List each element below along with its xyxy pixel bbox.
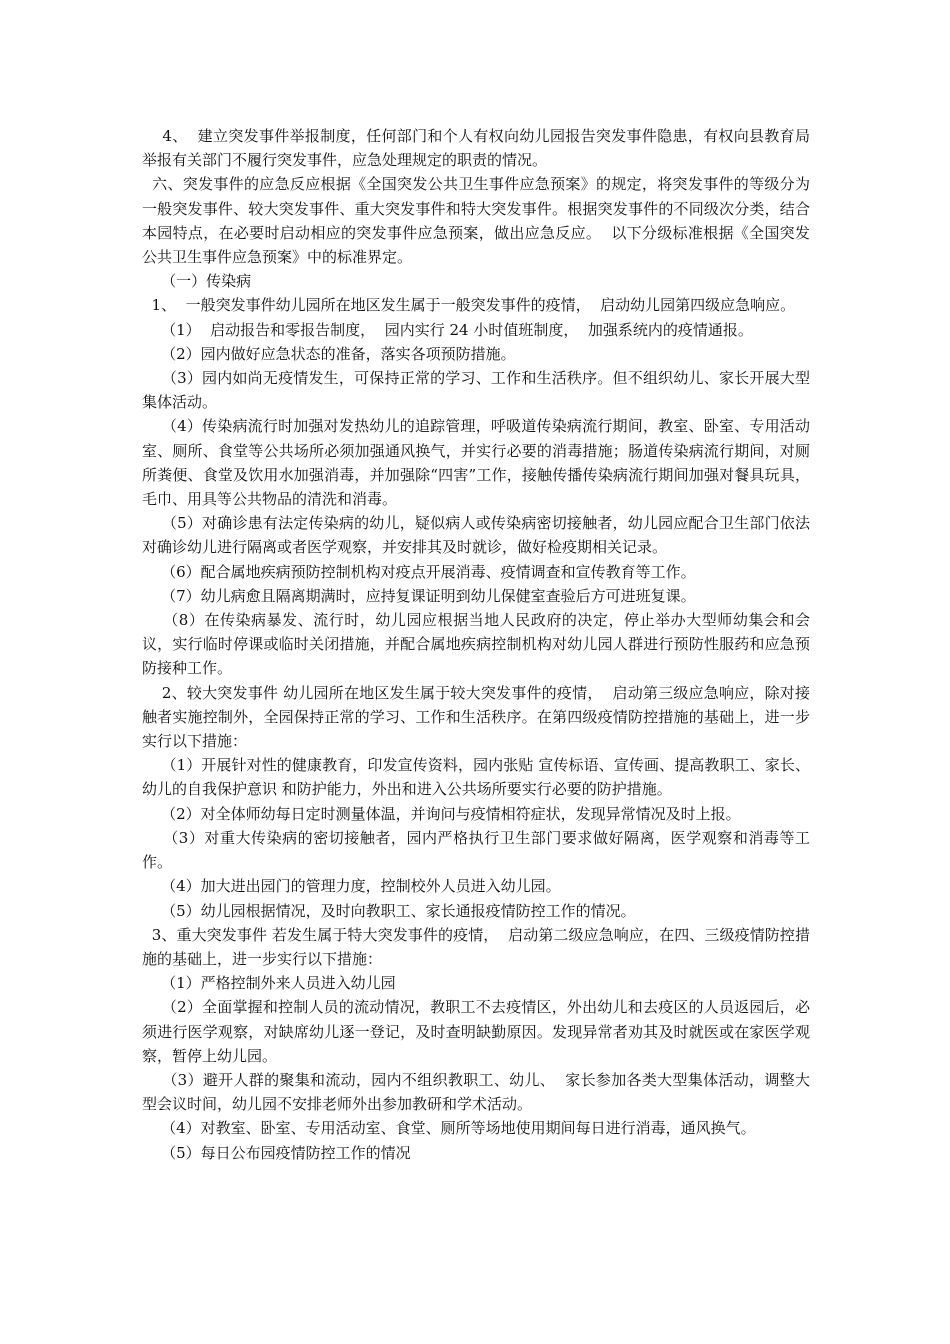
list-item-general-3: （3）园内如尚无疫情发生，可保持正常的学习、工作和生活秩序。但不组织幼儿、家长开展大型集体活动。 [142, 369, 810, 412]
list-item-larger-5: （5）幼儿园根据情况，及时向教职工、家长通报疫情防控工作的情况。 [142, 901, 636, 920]
list-item-general-7: （7）幼儿病愈且隔离期满时，应持复课证明到幼儿保健室查验后方可进班复课。 [142, 586, 696, 605]
list-item-larger-1: （1）开展针对性的健康教育，印发宣传资料，园内张贴 宣传标语、宣传画、提高教职工、家长、幼儿的自我保护意识 和防护能力，外出和进入公共场所要实行必要的防护措施。 [142, 756, 810, 799]
list-item-major-3: （3）避开人群的聚集和流动，园内不组织教职工、幼儿、 家长参加各类大型集体活动，调整大型会议时间，幼儿园不安排老师外出参加教研和学术活动。 [142, 1070, 810, 1114]
list-item-general-8: （8）在传染病暴发、流行时，幼儿园应根据当地人民政府的决定，停止举办大型师幼集会和会议，实行临时停课或临时关闭措施，并配合属地疾病控制机构对幼儿园人群进行预防性服药和应急预防接种工作。 [142, 611, 810, 678]
paragraph-larger-event: 2、较大突发事件 幼儿园所在地区发生属于较大突发事件的疫情， 启动第三级应急响应，除对接触者实施控制外，全园保持正常的学习、工作和生活秩序。在第四级疫情防控措施的基础上，进一步实行以下措施： [142, 683, 810, 751]
list-item-general-2: （2）园内做好应急状态的准备，落实各项预防措施。 [142, 344, 516, 363]
list-item-larger-2: （2）对全体师幼每日定时测量体温，并询问与疫情相符症状，发现异常情况及时上报。 [142, 804, 741, 823]
heading-infectious-disease: （一）传染病 [142, 272, 252, 291]
list-item-general-1: （1） 启动报告和零报告制度， 园内实行 24 小时值班制度， 加强系统内的疫情通报。 [142, 320, 753, 339]
list-item-major-1: （1）严格控制外来人员进入幼儿园 [142, 974, 396, 993]
list-item-major-4: （4）对教室、卧室、专用活动室、食堂、厕所等场地使用期间每日进行消毒，通风换气。 [142, 1119, 756, 1138]
list-item-general-6: （6）配合属地疾病预防控制机构对疫点开展消毒、疫情调查和宣传教育等工作。 [142, 562, 696, 581]
list-item-general-4: （4）传染病流行时加强对发热幼儿的追踪管理，呼吸道传染病流行期间，教室、卧室、专用活动室、厕所、食堂等公共场所必须加强通风换气，并实行必要的消毒措施；肠道传染病流行期间，对厕所粪便、食堂及饮用水加强消毒，并加强除“四害”工作，接触传播传染病流行期间加强对餐具玩具，毛巾、用具等公共物品的清洗和消毒。 [142, 417, 810, 509]
paragraph-reporting-system: 4、 建立突发事件举报制度，任何部门和个人有权向幼儿园报告突发事件隐患，有权向县教育局举报有关部门不履行突发事件，应急处理规定的职责的情况。 [142, 127, 810, 170]
document-body [142, 124, 810, 1165]
list-item-larger-3: （3）对重大传染病的密切接触者，园内严格执行卫生部门要求做好隔离，医学观察和消毒等工作。 [142, 828, 810, 872]
list-item-general-5: （5）对确诊患有法定传染病的幼儿，疑似病人或传染病密切接触者，幼儿园应配合卫生部门依法对确诊幼儿进行隔离或者医学观察，并安排其及时就诊，做好检疫期相关记录。 [142, 514, 810, 557]
list-item-larger-4: （4）加大进出园门的管理力度，控制校外人员进入幼儿园。 [142, 877, 561, 896]
paragraph-emergency-response-intro: 六、突发事件的应急反应根据《全国突发公共卫生事件应急预案》的规定，将突发事件的等级分为一般突发事件、较大突发事件、重大突发事件和特大突发事件。根据突发事件的不同级次分类，结合本园特点，在必要时启动相应的突发事件应急预案，做出应急反应。 以下分级标准根据《全国突发公共卫生事件应急预案》中的标准界定。 [142, 175, 810, 267]
paragraph-general-event: 1、 一般突发事件幼儿园所在地区发生属于一般突发事件的疫情， 启动幼儿园第四级应急响应。 [142, 296, 796, 315]
paragraph-major-event: 3、重大突发事件 若发生属于特大突发事件的疫情， 启动第二级应急响应，在四、三级疫情防控措施的基础上，进一步实行以下措施： [142, 925, 810, 968]
list-item-major-5: （5）每日公布园疫情防控工作的情况 [142, 1143, 411, 1162]
list-item-major-2: （2）全面掌握和控制人员的流动情况，教职工不去疫情区，外出幼儿和去疫区的人员返园后，必须进行医学观察，对缺席幼儿逐一登记，及时查明缺勤原因。发现异常者劝其及时就医或在家医学观察，暂停上幼儿园。 [142, 998, 810, 1065]
